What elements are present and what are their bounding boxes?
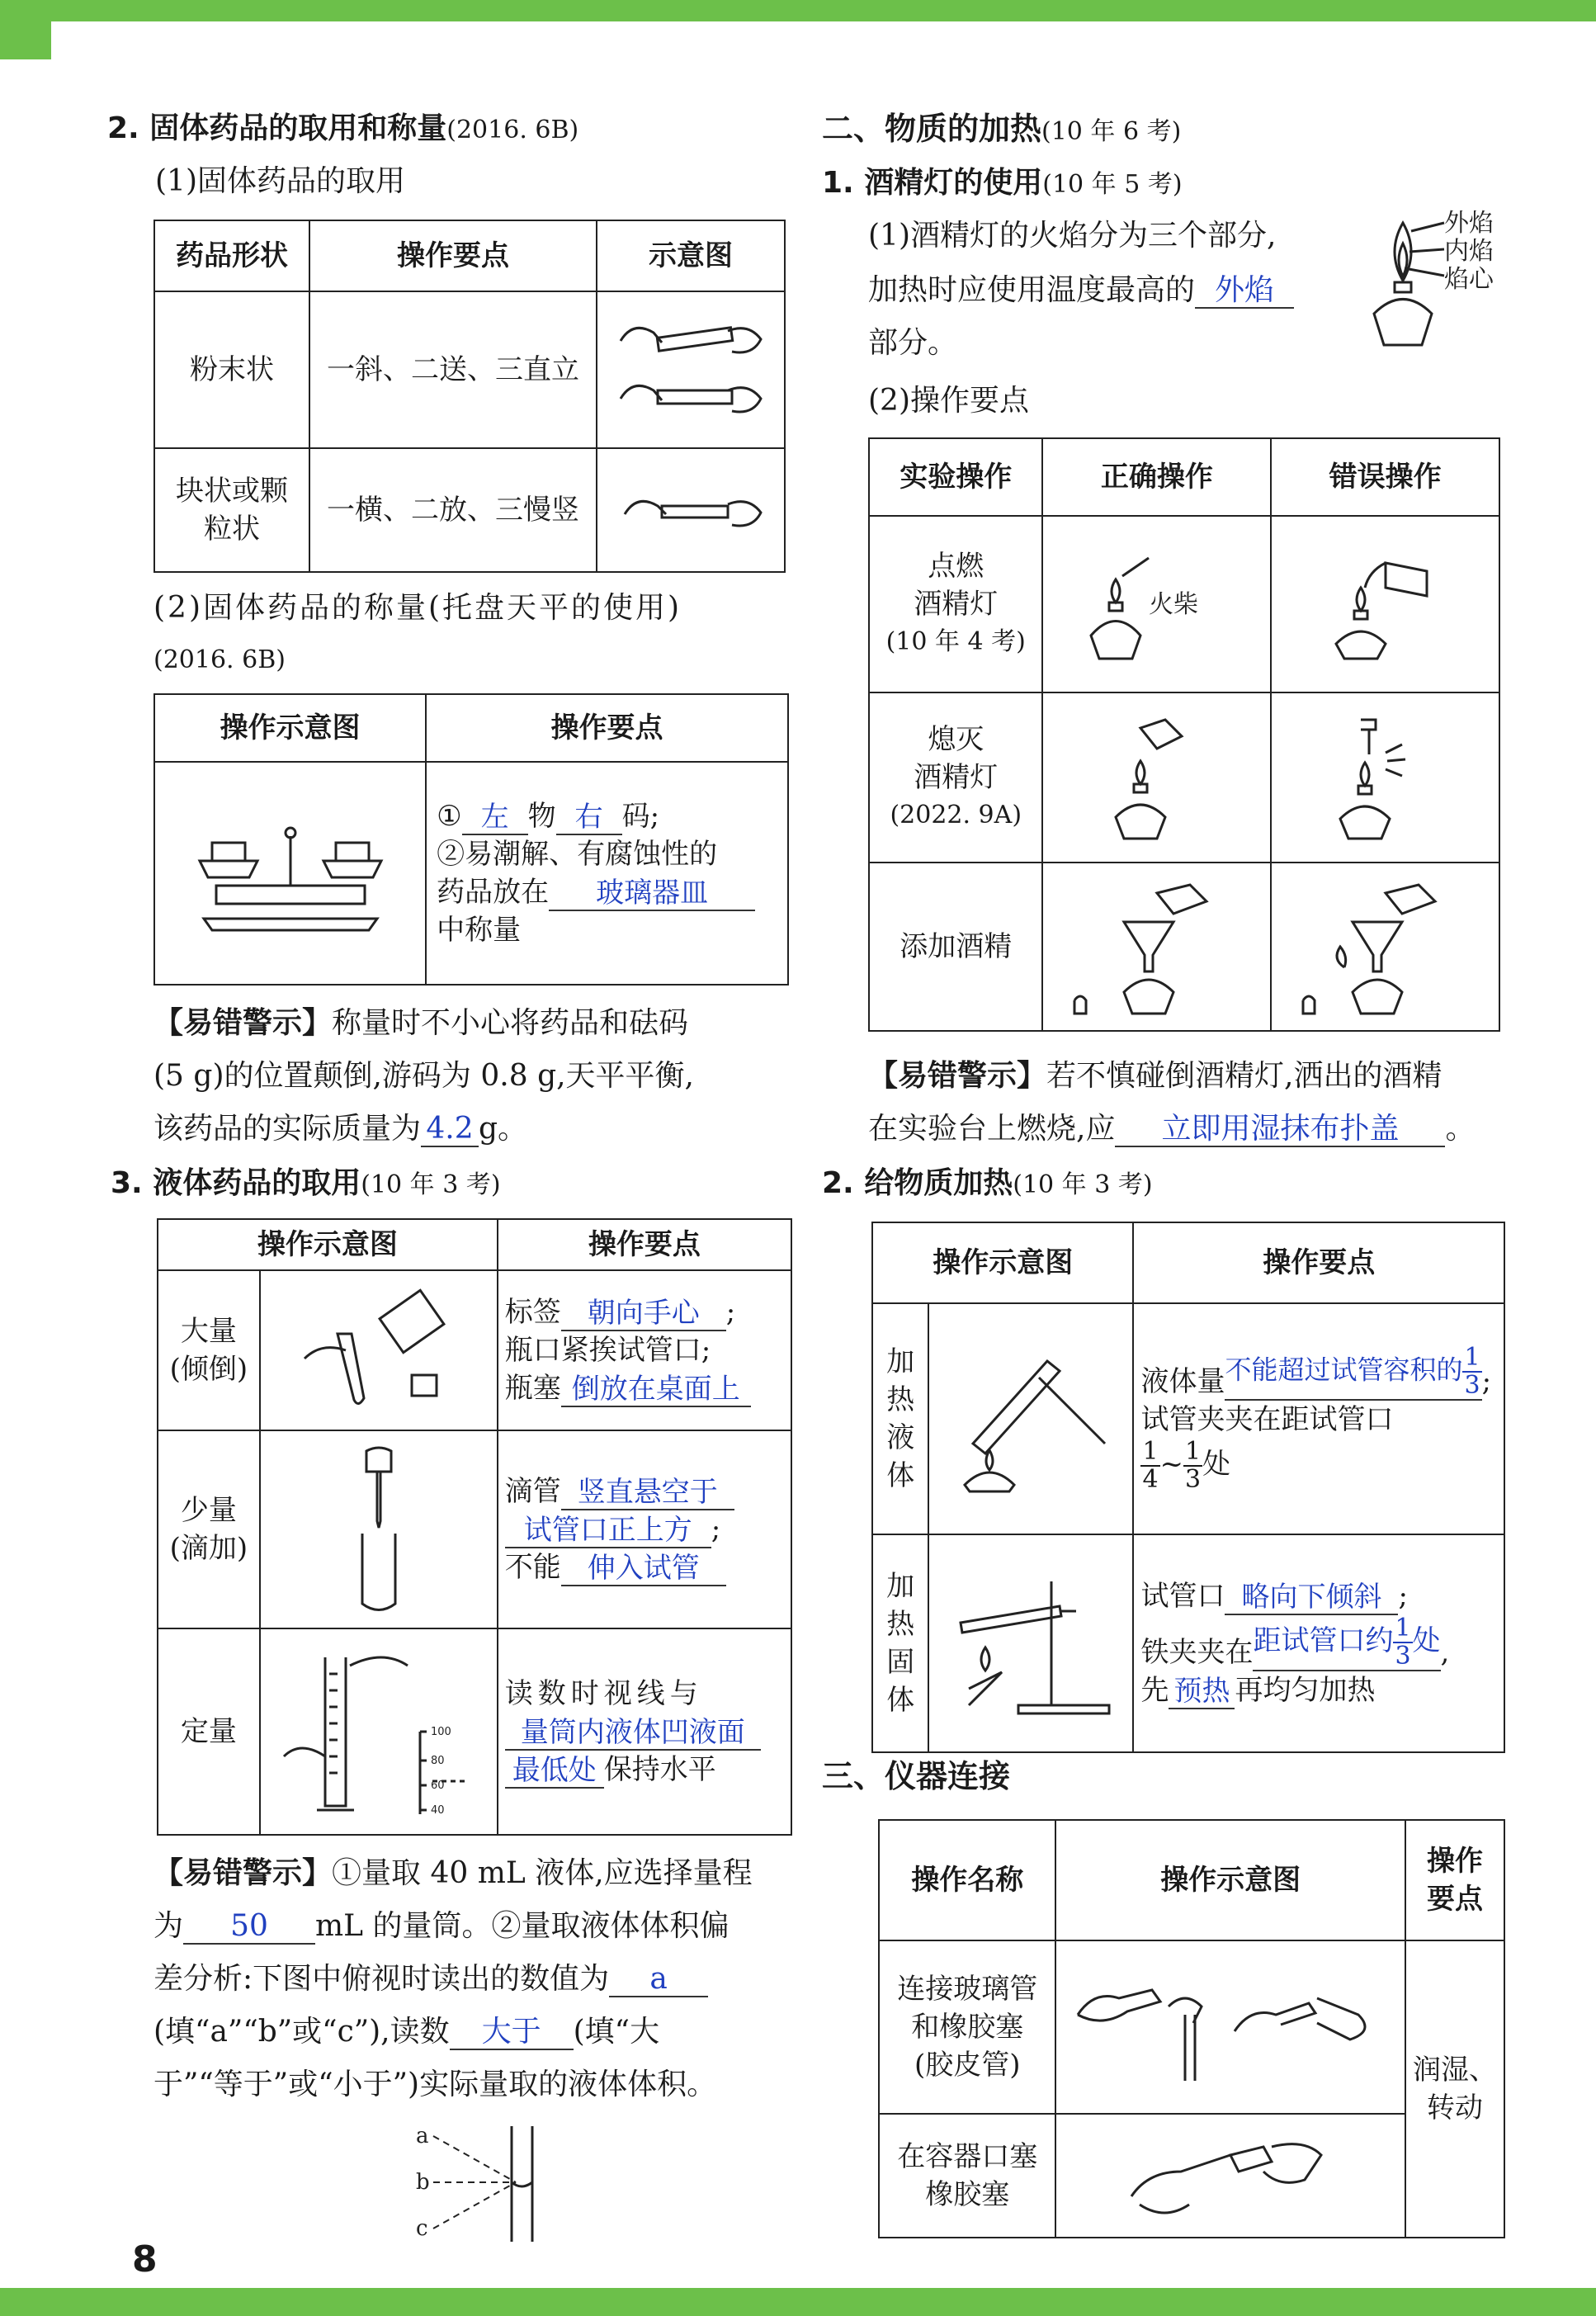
denominator: 4	[1142, 1465, 1159, 1494]
row-label	[158, 1270, 260, 1430]
answer-blank	[1253, 1615, 1440, 1671]
lamp-operation-table	[868, 437, 1500, 1032]
heading-text: 二、物质的加热	[822, 111, 1042, 147]
label-text: 液体	[886, 1421, 915, 1492]
granule-illustration	[597, 448, 785, 572]
powder-illustration	[597, 291, 785, 448]
weighing-points	[426, 762, 788, 985]
angle-label: b	[416, 2170, 430, 2195]
warning-line	[153, 1111, 527, 1147]
liquid-taking-table	[157, 1218, 792, 1836]
pouring-icon	[288, 1284, 470, 1416]
label-text: 固体	[886, 1646, 915, 1717]
section-heading	[107, 111, 578, 149]
table-header: 操作要点	[426, 694, 788, 762]
subheading: (1)固体药品的取用	[155, 164, 405, 198]
point-line: 瓶口紧挨试管口;	[504, 1334, 711, 1367]
heading-note: (10 年 3 考)	[361, 1170, 501, 1199]
point-line	[437, 873, 781, 911]
answer-blank: 伸入试管	[561, 1552, 726, 1586]
warning-line: 于”“等于”或“小于”)实际量取的液体体积。	[153, 2068, 717, 2101]
table-header: 操作要点	[498, 1219, 791, 1270]
body-line: 部分。	[868, 326, 958, 360]
pouring-illustration	[260, 1270, 498, 1430]
tube-connect-icon	[1070, 1965, 1391, 2089]
lamp-icon	[1311, 546, 1460, 662]
cyl-tick: 80	[430, 1755, 445, 1767]
answer-blank: 略向下倾斜	[1225, 1581, 1398, 1615]
table-header: 正确操作	[1042, 438, 1271, 516]
body-line: (1)酒精灯的火焰分为三个部分,	[868, 219, 1277, 253]
flame-diagram	[1362, 206, 1502, 355]
cyl-tick: 40	[430, 1804, 445, 1817]
balance-illustration	[154, 762, 426, 985]
heading-note: (10 年 5 考)	[1042, 170, 1183, 199]
funnel-icon	[1295, 877, 1476, 1017]
warning-line	[153, 1005, 688, 1042]
table-header: 药品形状	[154, 220, 309, 291]
header-text: 操作要点	[1426, 1845, 1483, 1916]
fraction	[1183, 1439, 1202, 1493]
point-line	[1140, 1577, 1497, 1615]
iron-stand-icon	[936, 1565, 1126, 1722]
connect-tube-illustration	[1055, 1940, 1405, 2114]
warning-text: 。	[1445, 1112, 1476, 1146]
row-label: 定量	[158, 1628, 260, 1835]
top-band-inner	[51, 21, 1596, 59]
row-label: 添加酒精	[869, 863, 1042, 1031]
heat-solid-illustration	[928, 1534, 1133, 1752]
table-header: 操作示意图	[158, 1219, 498, 1270]
warning-text: 在实验台上燃烧,应	[868, 1112, 1116, 1146]
heating-table	[871, 1222, 1505, 1753]
stopper-illustration	[1055, 2114, 1405, 2238]
spatula-icon	[612, 308, 769, 432]
point-line: 试管夹夹在距试管口	[1140, 1403, 1394, 1436]
table-header: 操作名称	[879, 1820, 1055, 1940]
label-note: (10 年 4 考)	[885, 627, 1026, 656]
fraction	[1140, 1439, 1159, 1493]
balance-icon	[183, 811, 398, 935]
heat-liquid-points	[1133, 1303, 1504, 1534]
answer-blank: 4.2	[421, 1113, 479, 1147]
point-text: 不能	[504, 1551, 561, 1584]
test-tube-heating-icon	[940, 1345, 1121, 1493]
cell-text: 块状或颗粒状	[176, 475, 288, 546]
answer-blank: 50	[183, 1910, 315, 1945]
warning-text: (填“大	[573, 2015, 660, 2049]
point-text: 铁夹夹在	[1140, 1636, 1254, 1669]
stopper-icon	[1107, 2130, 1354, 2221]
warning-text: 称量时不小心将药品和砝码	[332, 1006, 689, 1040]
point-line: 中称量	[437, 914, 522, 947]
warning-tag: 【易错警示】	[153, 1856, 333, 1890]
point-text: 码;	[621, 800, 660, 833]
point-line	[505, 1293, 784, 1331]
funnel-icon	[1066, 877, 1248, 1017]
label-text: 酒精灯	[914, 588, 999, 621]
point-text: 转动	[1426, 2091, 1483, 2125]
table-cell	[154, 448, 309, 572]
point-line	[1140, 1615, 1497, 1671]
point-text: 瓶塞	[504, 1372, 561, 1405]
connect-points	[1405, 1940, 1504, 2238]
warning-text: (填“a”“b”或“c”),读数	[153, 2015, 450, 2049]
warning-text: mL 的量筒。②量取液体体积偏	[315, 1909, 730, 1943]
point-line	[505, 1472, 784, 1510]
label-text: 大量	[180, 1315, 237, 1348]
answer-blank: 玻璃器皿	[549, 877, 755, 911]
numerator: 1	[1395, 1614, 1411, 1642]
point-text: ;	[1481, 1365, 1492, 1398]
table-header	[1405, 1820, 1504, 1940]
table-header: 操作要点	[1133, 1222, 1504, 1303]
answer-blank: 左	[462, 801, 528, 835]
table-header: 实验操作	[869, 438, 1042, 516]
point-line	[505, 1510, 784, 1548]
section-heading: 三、仪器连接	[822, 1758, 1011, 1794]
point-line	[1140, 1345, 1497, 1401]
point-text: 滴管	[504, 1475, 561, 1508]
warning-text: 若不慎碰倒酒精灯,洒出的酒精	[1046, 1059, 1443, 1093]
point-text: 液体量	[1140, 1365, 1225, 1398]
cylinder-illustration	[260, 1628, 498, 1835]
flame-label: 焰心	[1444, 265, 1494, 294]
answer-blank: 量筒内液体凹液面	[505, 1716, 761, 1751]
point-line	[437, 797, 781, 835]
heading-text: 1. 酒精灯的使用	[822, 166, 1043, 200]
lamp-cap-icon	[1083, 711, 1231, 844]
table-cell: 粉末状	[154, 291, 309, 448]
fraction	[1462, 1345, 1481, 1399]
point-line	[505, 1369, 784, 1407]
refill-wrong-illustration	[1271, 863, 1499, 1031]
tweezers-icon	[612, 481, 769, 539]
label-text: (滴加)	[169, 1532, 248, 1565]
numerator: 1	[1142, 1437, 1159, 1466]
angle-label: c	[416, 2216, 428, 2241]
heading-text: 2. 给物质加热	[822, 1166, 1013, 1200]
warning-line	[153, 1908, 730, 1945]
warning-line	[868, 1111, 1475, 1147]
answer-blank: 倒放在桌面上	[561, 1373, 751, 1407]
heat-liquid-illustration	[928, 1303, 1133, 1534]
row-label	[879, 1940, 1055, 2114]
warning-text: g。	[479, 1112, 528, 1146]
light-correct-illustration	[1042, 516, 1271, 692]
label-text: 酒精灯	[914, 761, 999, 794]
label-text: 少量	[180, 1494, 237, 1527]
point-text: ~	[1159, 1448, 1184, 1481]
dropper-illustration	[260, 1430, 498, 1628]
warning-line	[153, 2014, 659, 2050]
point-text: ;	[725, 1296, 736, 1329]
measuring-cylinder-icon	[267, 1641, 490, 1822]
heading-text: 3. 液体药品的取用	[111, 1166, 361, 1200]
denominator: 3	[1464, 1371, 1480, 1400]
warning-tag: 【易错警示】	[868, 1059, 1047, 1093]
warning-line	[153, 1855, 753, 1892]
point-text: 试管口	[1140, 1580, 1225, 1613]
dropper-icon	[329, 1443, 428, 1616]
label-text: 加热	[886, 1345, 915, 1416]
answer-blank: a	[609, 1963, 708, 1997]
table-header: 示意图	[597, 220, 785, 291]
warning-line	[868, 1058, 1442, 1094]
page-number: 8	[132, 2238, 158, 2281]
answer-blank: 试管口正上方	[505, 1514, 711, 1548]
row-label	[869, 692, 1042, 863]
heat-solid-points	[1133, 1534, 1504, 1752]
point-line	[505, 1713, 784, 1751]
answer-blank: 右	[556, 801, 622, 835]
point-line	[505, 1751, 784, 1789]
table-header: 操作要点	[309, 220, 597, 291]
answer-blank: 朝向手心	[561, 1297, 726, 1331]
warning-tag: 【易错警示】	[153, 1006, 333, 1040]
warning-line	[153, 1961, 708, 1997]
row-label	[869, 516, 1042, 692]
table-cell: 一斜、二送、三直立	[309, 291, 597, 448]
point-text: ①	[437, 800, 462, 833]
section-heading	[822, 165, 1183, 203]
table-header: 操作示意图	[872, 1222, 1133, 1303]
point-text: 先	[1140, 1674, 1169, 1707]
flame-label: 内焰	[1444, 237, 1494, 266]
point-text: ;	[711, 1513, 721, 1546]
flame-label: 外焰	[1444, 209, 1494, 238]
point-text: 物	[527, 800, 556, 833]
denominator: 3	[1185, 1465, 1202, 1494]
table-header: 操作示意图	[1055, 1820, 1405, 1940]
label-text: 和橡胶塞	[911, 2011, 1024, 2044]
weighing-table	[153, 693, 789, 985]
row-label	[872, 1303, 928, 1534]
answer-blank: 外焰	[1195, 274, 1294, 309]
answer-text: 处	[1412, 1624, 1441, 1657]
warning-text: 该药品的实际质量为	[153, 1112, 422, 1146]
bottom-green-band	[0, 2288, 1596, 2316]
light-wrong-illustration	[1271, 516, 1499, 692]
denominator: 3	[1395, 1642, 1411, 1671]
point-text: ,	[1440, 1636, 1450, 1669]
reading-angle-figure	[413, 2118, 561, 2242]
point-line: 读数时视线与	[504, 1677, 703, 1710]
label-text: 连接玻璃管	[897, 1973, 1038, 2006]
point-text: 标签	[504, 1296, 561, 1329]
label-text: 点燃	[928, 550, 985, 583]
section-heading	[111, 1165, 501, 1203]
heading-note: (10 年 6 考)	[1041, 117, 1182, 146]
refill-correct-illustration	[1042, 863, 1271, 1031]
table-header: 操作示意图	[154, 694, 426, 762]
numerator: 1	[1185, 1437, 1202, 1466]
row-label	[158, 1430, 260, 1628]
answer-text: 距试管口约	[1253, 1624, 1394, 1657]
answer-blank: 最低处	[505, 1754, 604, 1789]
point-text: 处	[1202, 1448, 1231, 1481]
label-note: (2022. 9A)	[890, 801, 1022, 830]
warning-line: (5 g)的位置颠倒,游码为 0.8 g,天平平衡,	[153, 1059, 694, 1093]
section-heading	[822, 111, 1181, 150]
warning-text: 为	[153, 1909, 184, 1943]
label-text: (胶皮管)	[914, 2049, 1021, 2082]
answer-text: 不能超过试管容积的	[1225, 1354, 1463, 1386]
heading-note: (2016. 6B)	[446, 116, 579, 144]
point-line: ②易潮解、有腐蚀性的	[437, 838, 718, 871]
point-line	[1140, 1671, 1497, 1709]
heading-text: 2. 固体药品的取用和称量	[107, 111, 447, 145]
point-line	[505, 1548, 784, 1586]
point-text: 保持水平	[603, 1753, 716, 1786]
point-text: 再均匀加热	[1235, 1674, 1376, 1707]
fraction	[1393, 1615, 1412, 1670]
numerator: 1	[1464, 1343, 1480, 1372]
label-text: 熄灭	[928, 723, 985, 756]
connection-table	[878, 1819, 1505, 2238]
extinguish-wrong-illustration	[1271, 692, 1499, 863]
answer-blank	[1225, 1345, 1481, 1401]
answer-blank: 大于	[450, 2016, 574, 2050]
table-header: 错误操作	[1271, 438, 1499, 516]
point-line	[1140, 1439, 1497, 1493]
lamp-blow-icon	[1311, 711, 1460, 844]
point-text: 药品放在	[437, 876, 550, 909]
section-heading	[822, 1165, 1153, 1203]
label-text: 橡胶塞	[925, 2178, 1010, 2211]
point-text: ;	[1398, 1580, 1408, 1613]
cyl-tick: 100	[430, 1726, 451, 1738]
answer-blank: 立即用湿抹布扑盖	[1115, 1113, 1445, 1147]
measure-points	[498, 1628, 791, 1835]
row-label	[879, 2114, 1055, 2238]
angle-label: a	[416, 2124, 429, 2148]
body-line	[868, 272, 1294, 309]
row-label	[872, 1534, 928, 1752]
match-label: 火柴	[1148, 590, 1198, 619]
warning-text: 差分析:下图中俯视时读出的数值为	[153, 1962, 610, 1996]
lamp-icon	[1083, 546, 1231, 662]
heading-note: (10 年 3 考)	[1013, 1170, 1153, 1199]
label-text: 加热	[886, 1570, 915, 1641]
label-text: 在容器口塞	[897, 2140, 1038, 2173]
subheading: (2)操作要点	[868, 384, 1029, 418]
body-text: 加热时应使用温度最高的	[868, 273, 1196, 307]
cyl-tick: 60	[430, 1780, 445, 1792]
drop-points	[498, 1430, 791, 1628]
answer-blank: 竖直悬空于	[561, 1476, 734, 1510]
label-text: (倾倒)	[169, 1353, 248, 1386]
extinguish-correct-illustration	[1042, 692, 1271, 863]
solid-taking-table	[153, 220, 786, 573]
answer-blank: 预热	[1169, 1675, 1235, 1709]
point-text: 润湿、	[1412, 2054, 1497, 2087]
pour-points	[498, 1270, 791, 1430]
table-cell: 一横、二放、三慢竖	[309, 448, 597, 572]
subheading: (2)固体药品的称量(托盘天平的使用)	[153, 591, 682, 625]
subheading-note: (2016. 6B)	[153, 645, 286, 674]
warning-text: ①量取 40 mL 液体,应选择量程	[332, 1856, 753, 1890]
